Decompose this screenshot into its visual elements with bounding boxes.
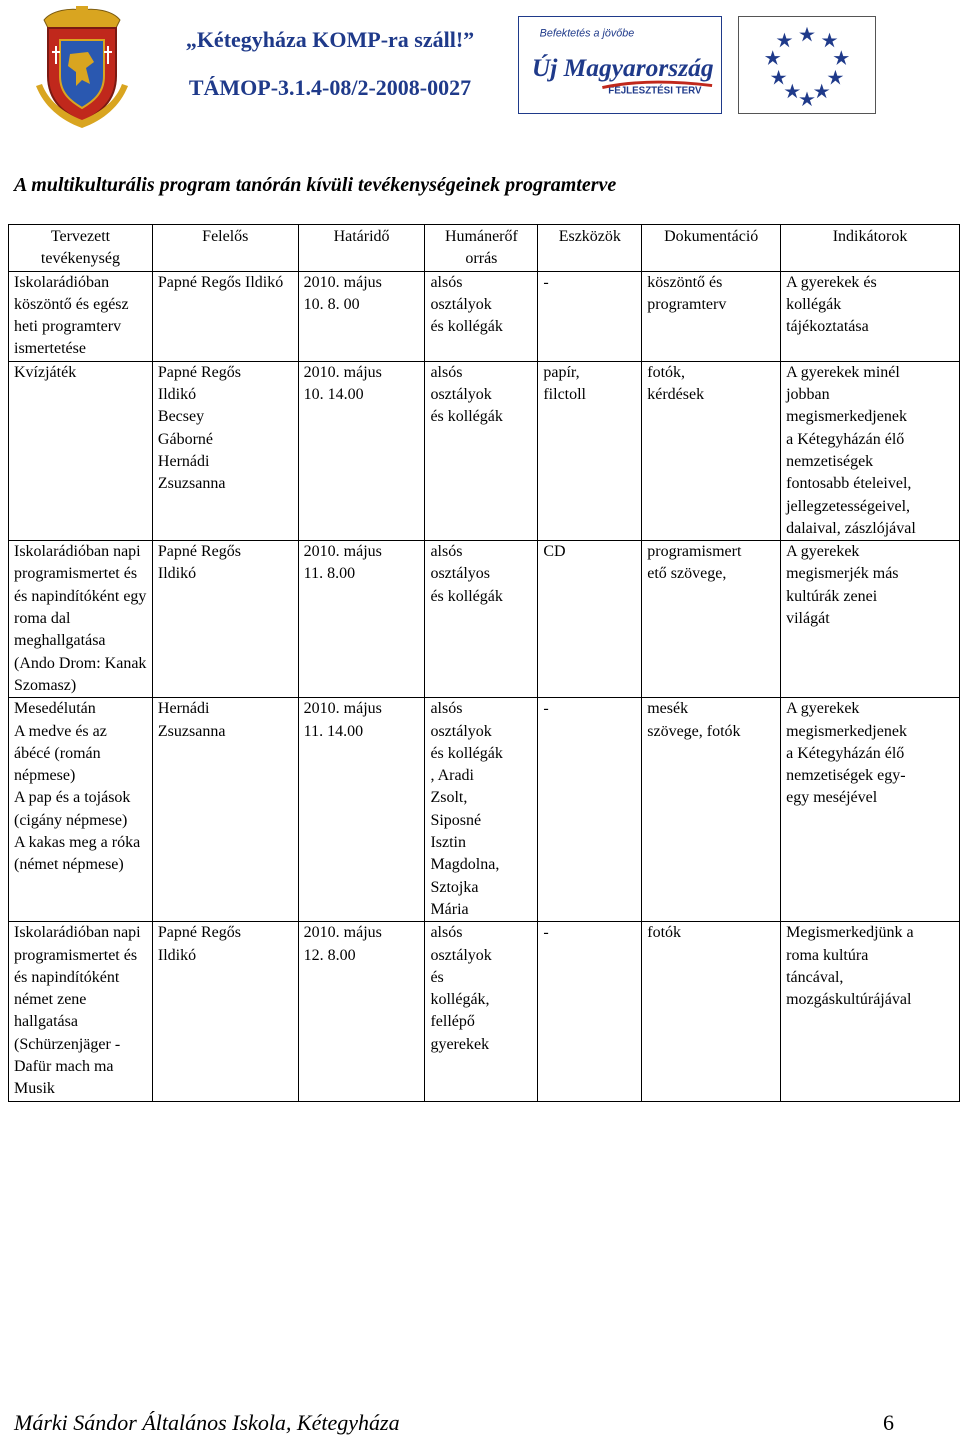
cell-resources: alsós osztályok és kollégák, fellépő gyerekek <box>425 922 538 1101</box>
cell-documentation: programismert ető szövege, <box>642 541 781 698</box>
page-header <box>0 0 960 130</box>
cell-responsible: Papné Regős Ildikó <box>152 271 298 361</box>
table-row <box>9 361 960 540</box>
program-table <box>8 224 960 1102</box>
cell-tools: - <box>538 271 642 361</box>
eu-flag-icon <box>738 16 876 114</box>
cell-resources: alsós osztályok és kollégák <box>425 271 538 361</box>
header-indicators: Indikátorok <box>781 225 960 272</box>
uj-magyarorszag-logo-icon <box>518 16 722 114</box>
document-title: A multikulturális program tanórán kívüli tevékenységeinek programterve <box>14 174 617 196</box>
table-row <box>9 541 960 698</box>
header-documentation: Dokumentáció <box>642 225 781 272</box>
logo-name: Új Magyarország <box>531 52 714 82</box>
table-row <box>9 271 960 361</box>
cell-deadline: 2010. május 12. 8.00 <box>298 922 425 1101</box>
cell-resources: alsós osztályos és kollégák <box>425 541 538 698</box>
logo-sub: FEJLESZTÉSI TERV <box>608 85 702 97</box>
cell-indicators: A gyerekek és kollégák tájékoztatása <box>781 271 960 361</box>
cell-documentation: fotók <box>642 922 781 1101</box>
cell-tools: CD <box>538 541 642 698</box>
cell-indicators: A gyerekek megismerkedjenek a Kétegyházán élő nemzetiségek egy- egy meséjével <box>781 698 960 922</box>
table-header-row <box>9 225 960 272</box>
cell-activity: Iskolarádióban napi programismertet és és napindítóként egy roma dal meghallgatása (Ando Drom: Kanak Szomasz) <box>9 541 153 698</box>
project-title: „Kétegyháza KOMP-ra száll!” <box>185 27 475 52</box>
cell-activity: Iskolarádióban napi programismertet és és napindítóként német zene hallgatása (Schürzenjäger - Dafür mach ma Musik <box>9 922 153 1101</box>
page-footer <box>14 1409 894 1437</box>
cell-documentation: fotók, kérdések <box>642 361 781 540</box>
cell-indicators: Megismerkedjünk a roma kultúra táncával, mozgáskultúrájával <box>781 922 960 1101</box>
project-code: TÁMOP-3.1.4-08/2-2008-0027 <box>188 75 472 100</box>
header-responsible: Felelős <box>152 225 298 272</box>
logo-tagline: Befektetés a jövőbe <box>539 27 635 40</box>
cell-activity: Kvízjáték <box>9 361 153 540</box>
cell-tools: papír, filctoll <box>538 361 642 540</box>
table-row <box>9 922 960 1101</box>
cell-tools: - <box>538 922 642 1101</box>
cell-documentation: köszöntő és programterv <box>642 271 781 361</box>
page-number: 6 <box>883 1410 894 1435</box>
cell-tools: - <box>538 698 642 922</box>
cell-indicators: A gyerekek megismerjék más kultúrák zenei világát <box>781 541 960 698</box>
cell-deadline: 2010. május 11. 8.00 <box>298 541 425 698</box>
header-tools: Eszközök <box>538 225 642 272</box>
cell-deadline: 2010. május 11. 14.00 <box>298 698 425 922</box>
cell-responsible: Papné Regős Ildikó <box>152 922 298 1101</box>
cell-indicators: A gyerekek minél jobban megismerkedjenek a Kétegyházán élő nemzetiségek fontosabb ételeivel, jellegzetességeivel, dalaival, zászlójával <box>781 361 960 540</box>
header-resources: Humánerőf orrás <box>425 225 538 272</box>
cell-deadline: 2010. május 10. 14.00 <box>298 361 425 540</box>
header-deadline: Határidő <box>298 225 425 272</box>
table-row <box>9 698 960 922</box>
cell-deadline: 2010. május 10. 8. 00 <box>298 271 425 361</box>
cell-activity: Iskolarádióban köszöntő és egész heti programterv ismertetése <box>9 271 153 361</box>
school-name: Márki Sándor Általános Iskola, Kétegyháza <box>14 1410 400 1435</box>
cell-resources: alsós osztályok és kollégák , Aradi Zsolt, Siposné Isztin Magdolna, Sztojka Mária <box>425 698 538 922</box>
cell-documentation: mesék szövege, fotók <box>642 698 781 922</box>
cell-responsible: Papné Regős Ildikó Becsey Gáborné Hernádi Zsuzsanna <box>152 361 298 540</box>
cell-activity: Mesedélután A medve és az ábécé (román népmese) A pap és a tojások (cigány népmese) A kakas meg a róka (német népmese) <box>9 698 153 922</box>
header-activity: Tervezett tevékenység <box>9 225 153 272</box>
cell-responsible: Papné Regős Ildikó <box>152 541 298 698</box>
coat-of-arms-icon <box>30 6 134 130</box>
header-text <box>150 26 510 102</box>
cell-responsible: Hernádi Zsuzsanna <box>152 698 298 922</box>
cell-resources: alsós osztályok és kollégák <box>425 361 538 540</box>
